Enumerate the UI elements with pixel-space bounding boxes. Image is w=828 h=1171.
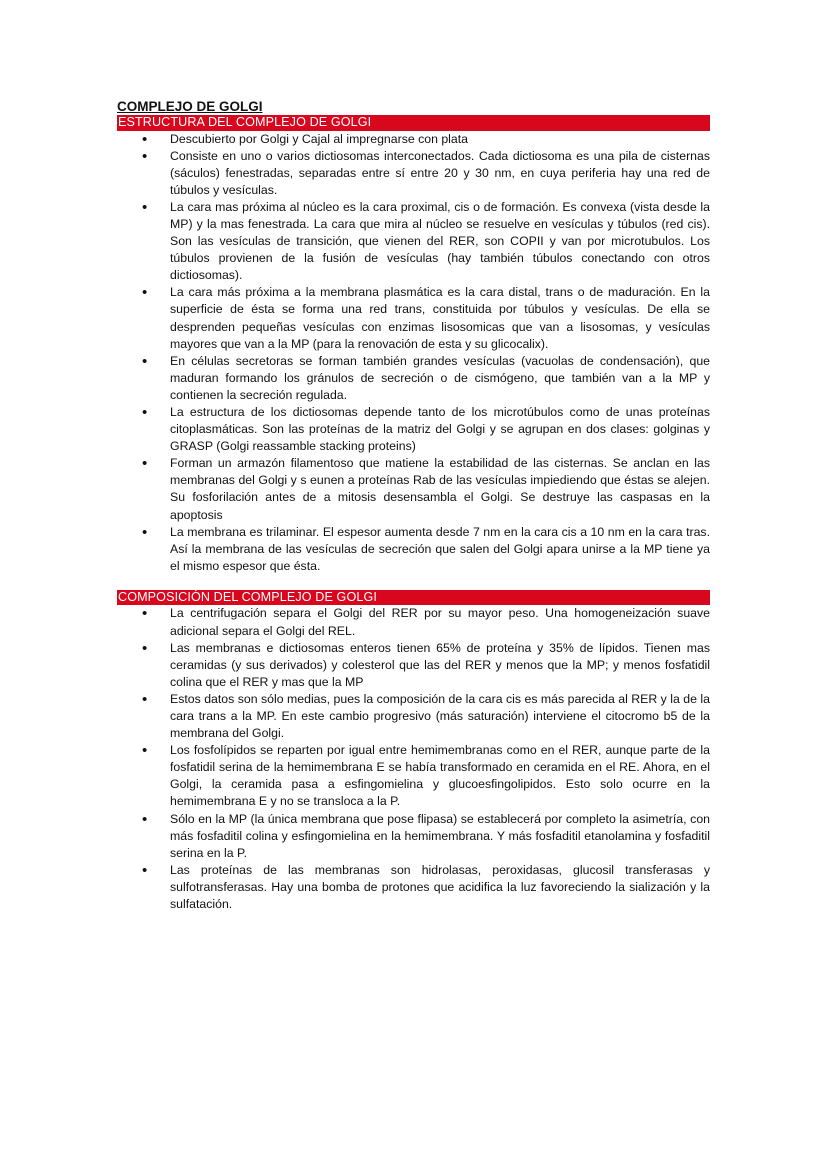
list-item: • Sólo en la MP (la única membrana que pose flipasa) se establecerá por completo la asimetría, con más fosfaditil colina y esfingomielina en la hemimembrana. Y más fosfaditil etanolamina y fosfaditil serina en la P. [117, 811, 710, 862]
document-title: COMPLEJO DE GOLGI [117, 99, 263, 114]
list-item: • Las membranas e dictiosomas enteros tienen 65% de proteína y 35% de lípidos. Tienen mas ceramidas (y sus derivados) y colesterol que las del RER y menos que la MP; y menos fosfatidil colina que el RER y mas que la MP [117, 640, 710, 691]
bullet-list-composicion [117, 605, 710, 913]
list-item: • La centrifugación separa el Golgi del RER por su mayor peso. Una homogeneización suave adicional separa el Golgi del REL. [117, 605, 710, 639]
list-item: • En células secretoras se forman también grandes vesículas (vacuolas de condensación), que maduran formando los gránulos de secreción o de cismógeno, que también van a la MP y contienen la secreción regulada. [117, 353, 710, 404]
list-item: • Forman un armazón filamentoso que matiene la estabilidad de las cisternas. Se anclan en las membranas del Golgi y s eunen a proteínas Rab de las vesículas impiediendo que éstas se alejen. Su fosforilación antes de a mitosis desensambla el Golgi. Se destruye las caspasas en la apoptosis [117, 455, 710, 523]
list-item: • La membrana es trilaminar. El espesor aumenta desde 7 nm en la cara cis a 10 nm en la cara tras. Así la membrana de las vesículas de secreción que salen del Golgi apara unirse a la MP tiene ya el mismo espesor que ésta. [117, 524, 710, 575]
document-page [117, 98, 710, 913]
section-heading-estructura: ESTRUCTURA DEL COMPLEJO DE GOLGI [117, 115, 710, 131]
list-item: • Consiste en uno o varios dictiosomas interconectados. Cada dictiosoma es una pila de cisternas (sáculos) fenestradas, separadas entre sí entre 20 y 30 nm, en cuya periferia hay una red de túbulos y vesículas. [117, 148, 710, 199]
list-item: • Estos datos son sólo medias, pues la composición de la cara cis es más parecida al RER y la de la cara trans a la MP. En este cambio progresivo (más saturación) interviene el citocromo b5 de la membrana del Golgi. [117, 691, 710, 742]
list-item: • Descubierto por Golgi y Cajal al impregnarse con plata [117, 131, 710, 148]
list-item: • La cara mas próxima al núcleo es la cara proximal, cis o de formación. Es convexa (vista desde la MP) y la mas fenestrada. La cara que mira al núcleo se resuelve en vesículas y túbulos (red cis). Son las vesículas de transición, que vienen del RER, son COPII y van por microtubulos. Los túbulos provienen de la fusión de vesículas (hay también túbulos conectando con otros dictiosomas). [117, 199, 710, 284]
list-item: • La cara más próxima a la membrana plasmática es la cara distal, trans o de maduración. En la superficie de ésta se forma una red trans, constituida por túbulos y vesículas. De ella se desprenden pequeñas vesículas con enzimas lisosomicas que van a lisosomas, y vesículas mayores que van a la MP (para la renovación de esta y su glicocalix). [117, 284, 710, 352]
section-heading-composicion: COMPOSICIÓN DEL COMPLEJO DE GOLGI [117, 590, 710, 606]
list-item: • Los fosfolípidos se reparten por igual entre hemimembranas como en el RER, aunque parte de la fosfatidil serina de la hemimembrana E se había transformado en ceramida en el RE. Ahora, en el Golgi, la ceramida pasa a esfingomielina y glucoesfingolipidos. Esto solo ocurre en la hemimembrana E y no se transloca a la P. [117, 742, 710, 810]
list-item: • Las proteínas de las membranas son hidrolasas, peroxidasas, glucosil transferasas y sulfotransferasas. Hay una bomba de protones que acidifica la luz favoreciendo la sialización y la sulfatación. [117, 862, 710, 913]
section-spacer [117, 575, 710, 590]
list-item: • La estructura de los dictiosomas depende tanto de los microtúbulos como de unas proteínas citoplasmáticas. Son las proteínas de la matriz del Golgi y se agrupan en dos clases: golginas y GRASP (Golgi reassamble stacking proteins) [117, 404, 710, 455]
bullet-list-estructura [117, 131, 710, 575]
